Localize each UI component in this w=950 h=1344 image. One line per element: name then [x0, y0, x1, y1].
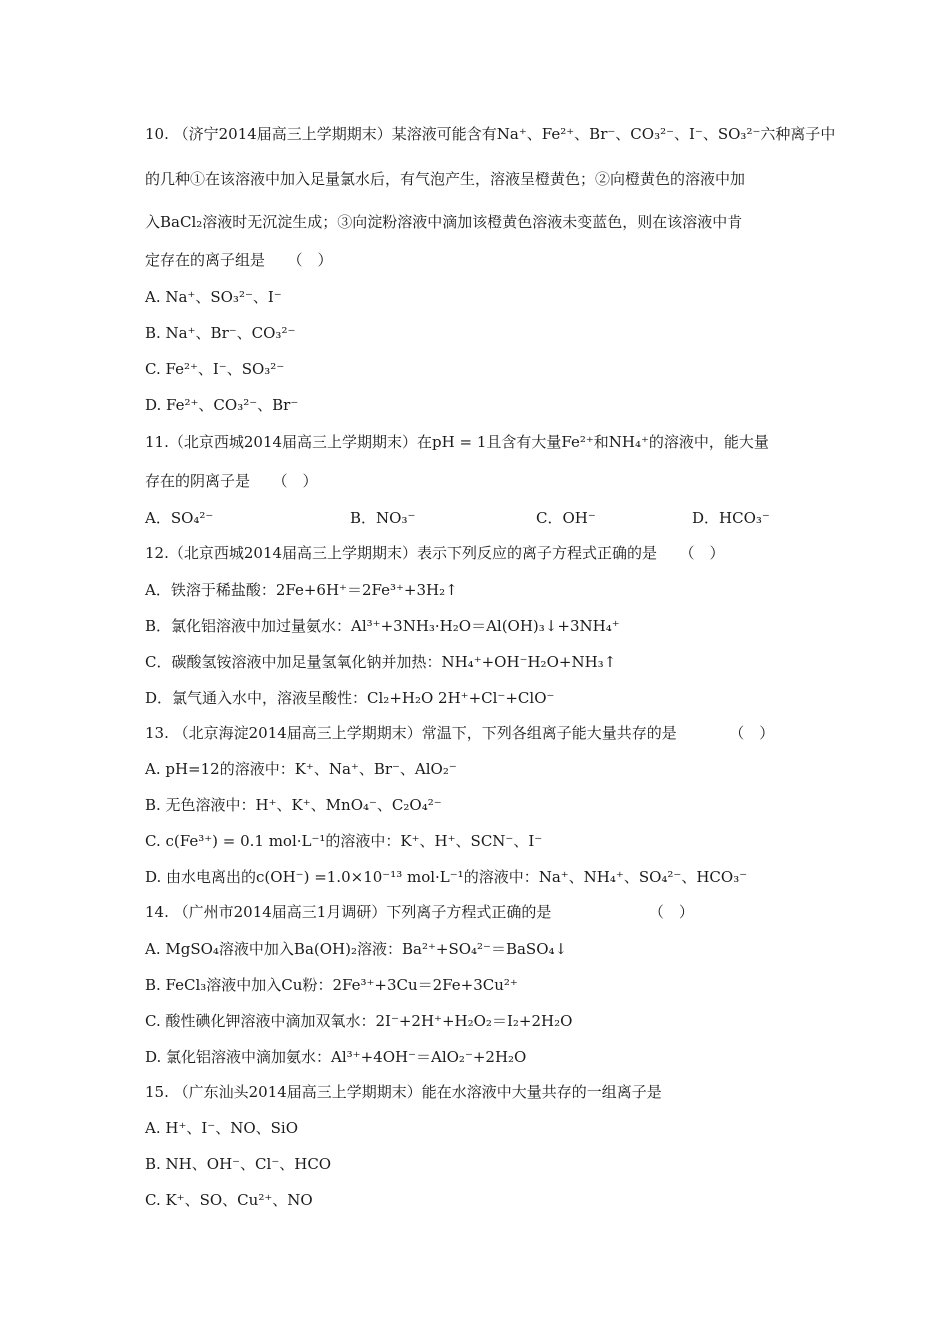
- q11-option-a: A．SO₄²⁻: [145, 509, 214, 527]
- q11-option-b: B．NO₃⁻: [350, 509, 416, 527]
- q11-stem-line-2: 存在的阴离子是 （ ）: [145, 472, 318, 490]
- q13-option-d: D. 由水电离出的c(OH⁻) =1.0×10⁻¹³ mol·L⁻¹的溶液中：Na⁺、NH₄⁺、SO₄²⁻、HCO₃⁻: [145, 868, 748, 886]
- q15-option-a: A. H⁺、I⁻、NO、SiO: [145, 1119, 299, 1137]
- q10-stem-line-3: 入BaCl₂溶液时无沉淀生成；③向淀粉溶液中滴加该橙黄色溶液未变蓝色，则在该溶液中肯: [145, 213, 743, 231]
- q14-option-c: C. 酸性碘化钾溶液中滴加双氧水：2I⁻+2H⁺+H₂O₂＝I₂+2H₂O: [145, 1012, 573, 1030]
- q12-option-d: D．氯气通入水中，溶液呈酸性：Cl₂+H₂O 2H⁺+Cl⁻+ClO⁻: [145, 689, 555, 707]
- q12-stem: 12.（北京西城2014届高三上学期期末）表示下列反应的离子方程式正确的是 （ ）: [145, 544, 725, 562]
- q11-option-c: C．OH⁻: [536, 509, 596, 527]
- q10-stem-line-1: 10. （济宁2014届高三上学期期末）某溶液可能含有Na⁺、Fe²⁺、Br⁻、CO₃²⁻、I⁻、SO₃²⁻六种离子中: [145, 125, 836, 143]
- q14-option-b: B. FeCl₃溶液中加入Cu粉：2Fe³⁺+3Cu＝2Fe+3Cu²⁺: [145, 976, 518, 994]
- q14-stem: 14. （广州市2014届高三1月调研）下列离子方程式正确的是 （ ）: [145, 903, 694, 921]
- q13-option-b: B. 无色溶液中：H⁺、K⁺、MnO₄⁻、C₂O₄²⁻: [145, 796, 442, 814]
- q10-option-c: C. Fe²⁺、I⁻、SO₃²⁻: [145, 360, 285, 378]
- q12-option-a: A．铁溶于稀盐酸：2Fe+6H⁺＝2Fe³⁺+3H₂↑: [145, 581, 458, 599]
- q15-stem: 15. （广东汕头2014届高三上学期期末）能在水溶液中大量共存的一组离子是: [145, 1083, 662, 1101]
- q15-option-c: C. K⁺、SO、Cu²⁺、NO: [145, 1191, 313, 1209]
- q11-option-d: D．HCO₃⁻: [692, 509, 770, 527]
- q14-option-d: D. 氯化铝溶液中滴加氨水：Al³⁺+4OH⁻＝AlO₂⁻+2H₂O: [145, 1048, 527, 1066]
- q10-option-a: A. Na⁺、SO₃²⁻、I⁻: [145, 288, 282, 306]
- q12-option-c: C．碳酸氢铵溶液中加足量氢氧化钠并加热：NH₄⁺+OH⁻H₂O+NH₃↑: [145, 653, 617, 671]
- q13-stem: 13. （北京海淀2014届高三上学期期末）常温下，下列各组离子能大量共存的是 （ ）: [145, 724, 775, 742]
- q10-stem-line-2: 的几种①在该溶液中加入足量氯水后，有气泡产生，溶液呈橙黄色；②向橙黄色的溶液中加: [145, 170, 746, 188]
- q14-option-a: A. MgSO₄溶液中加入Ba(OH)₂溶液：Ba²⁺+SO₄²⁻＝BaSO₄↓: [145, 940, 568, 958]
- q10-stem-line-4: 定存在的离子组是 （ ）: [145, 251, 333, 269]
- q10-option-d: D. Fe²⁺、CO₃²⁻、Br⁻: [145, 396, 299, 414]
- q15-option-b: B. NH、OH⁻、Cl⁻、HCO: [145, 1155, 332, 1173]
- q11-stem-line-1: 11.（北京西城2014届高三上学期期末）在pH = 1且含有大量Fe²⁺和NH₄⁺的溶液中，能大量: [145, 433, 769, 451]
- q13-option-a: A. pH=12的溶液中：K⁺、Na⁺、Br⁻、AlO₂⁻: [145, 760, 457, 778]
- q10-option-b: B. Na⁺、Br⁻、CO₃²⁻: [145, 324, 296, 342]
- q12-option-b: B．氯化铝溶液中加过量氨水：Al³⁺+3NH₃·H₂O＝Al(OH)₃↓+3NH₄⁺: [145, 617, 620, 635]
- q13-option-c: C. c(Fe³⁺) = 0.1 mol·L⁻¹的溶液中：K⁺、H⁺、SCN⁻、I⁻: [145, 832, 543, 850]
